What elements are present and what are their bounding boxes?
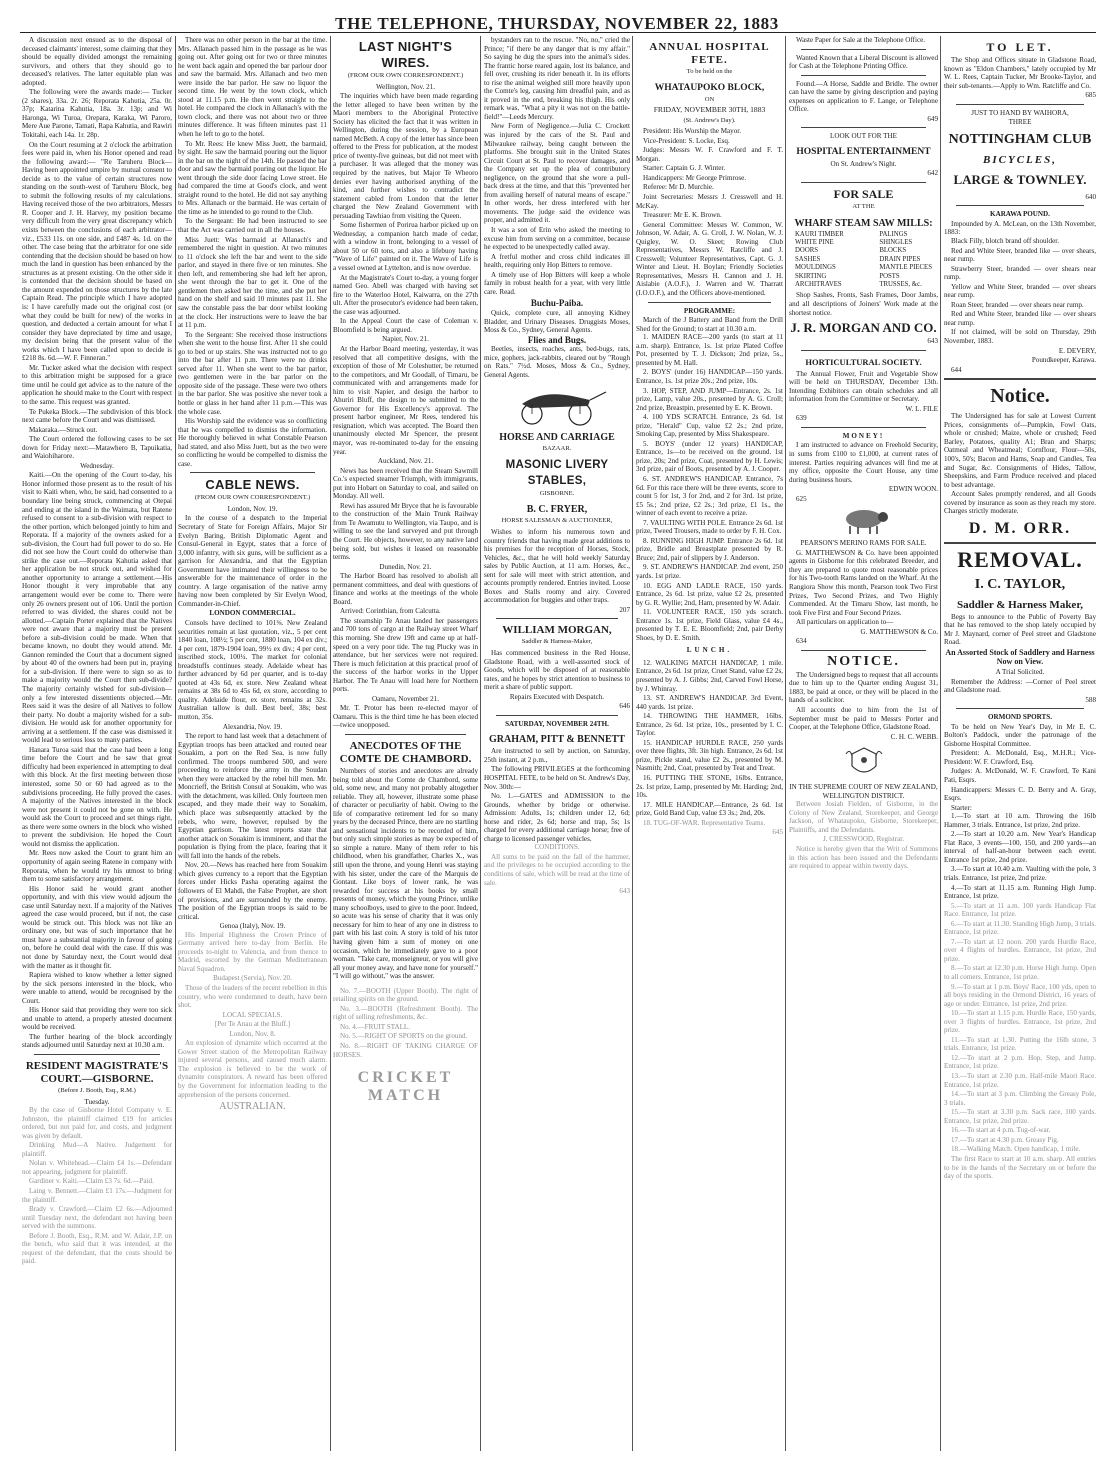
ad-number: 649 [927, 114, 938, 123]
dateline: Oamaru, November 21. [372, 694, 439, 703]
ram-illustration [836, 506, 892, 536]
section-rule [648, 302, 771, 303]
faded-subheading: [Per Te Anau at the Bluff.] [214, 1020, 291, 1029]
programme-item: 17. MILE HANDICAP.—Entrance, 2s 6d. 1st prize, Gold Band Cup, value £3 3s.; 2nd, 20s. [636, 800, 783, 818]
column-7 [944, 36, 1096, 1451]
article-paragraph: At the Harbor Board meeting, yesterday, it was resolved that all competitive designs, with the exception of those of Mr Coleshutter, be returned to the competitors, and Mr Goodall, of Timaru, be communicated with and arrangements made for him to visit Napier, and design the harbor to Ahuriri Bluff, the design to be submitted to the Governor for His Excellency's approval. The present harbor engineer, Mr Rees, tendered his resignation, which was accepted. The Board then unanimously elected Mr Spencer, the present mayor, was re-nominated to-day for the ensuing year. [333, 344, 478, 456]
section-heading: RESIDENT MAGISTRATE'S COURT.—GISBORNE. [25, 1059, 169, 1085]
timber-item: SHINGLES [879, 238, 913, 246]
faded-heading: AUSTRALIAN. [219, 1101, 286, 1113]
ad-number: 639 [796, 414, 807, 423]
ad-heading: Buchu-Paiba. [530, 298, 584, 309]
article-paragraph: The inquiries which have been made regarding the letter alleged to have been written by the Maori members to the Aboriginal Protective Society has elicited the fact that it was written in Wellington, during the session, by a European named McBeth. A copy of the letter has since been offered to the Press for publication, at the modest price of twenty-five guineas, but did not meet with a purchaser. It was alleged that the money was required by the natives, but Major Te Wheoro denies ever having authorised anything of the kind, and further wishes to contradict the statement cabled from London that the letter charged the New Zealand Government with persuading Tawhiao from visiting the Queen. [333, 92, 478, 220]
section-rule [801, 427, 926, 428]
section-rule [956, 205, 1084, 206]
programme-item: 16. PUTTING THE STONE, 16lbs. Entrance, 2s. 1st prize, Lamp, presented by Mr. Harding; 2nd, 10s. [636, 774, 783, 800]
ad-number: 207 [619, 605, 630, 614]
sports-event: The first Race to start at 10 a.m. sharp. All entries to be in the hands of the Secretary on or before the day of the sports. [944, 1154, 1096, 1181]
section-heading: LAST NIGHT'S WIRES. [358, 39, 453, 70]
dateline: Genoa (Italy), Nov. 19. [219, 922, 286, 931]
officer-line: Referee: Mr D. Murchie. [643, 183, 714, 192]
faded-heading: CONDITIONS. [534, 843, 580, 852]
ad-subheading: ON [704, 95, 715, 103]
article-paragraph: It was a son of Erin who asked the meeting to excuse him from serving on a committee, because he expected to be unexpectedly called away. [484, 226, 630, 252]
article-paragraph: Hanara Turoa said that the case had been a long time before the Court and he saw that great difficulty had been experienced in attempting to deal with this block. At the first meeting between those interested, some 50 or 60 had agreed as to the subdivisions proceeding. He fully proved the cases. A majority of the Natives interested in the block were not present it could not be gone on with. He would ask the Court to proceed and set things right, as there were some owners in the block who wished to prevent the subdivision. He hoped the Court would not dismiss the application. [22, 745, 172, 848]
section-heading: CABLE NEWS. [205, 477, 300, 493]
ad-paragraph: All particulars on application to— [796, 618, 894, 627]
section-subheading: (FROM OUR OWN CORRESPONDENT.) [347, 72, 464, 79]
masthead-rule [20, 32, 1096, 33]
timber-item: KAURI TIMBER [795, 230, 844, 238]
programme-item: 9. ST. ANDREW'S HANDICAP. 2nd event, 250 yards. 1st prize. [636, 563, 783, 580]
faded-paragraph: No. 5.—RIGHT OF SPORTS on the ground. [340, 1032, 468, 1041]
pound-item: Red and White Steer, branded like — over shears, near rump. [944, 246, 1096, 264]
ad-paragraph: Wishes to inform his numerous town and country friends that having made great additions to his premises for the reception of Horses, Stock, Vehicles, &c., that he will hold weekly Saturday sales by Public Auction, at 11 a.m. Horses, &c., sent for sale will meet with strict attention, and accounts promptly rendered. Entries invited. Loose Boxes and Stalls roomy and airy. Covered accommodation for buggies and other traps. [484, 527, 630, 605]
ad-number: 625 [796, 494, 807, 503]
officer-line: Judges: Messrs W. F. Crawford and F. T. Morgan. [636, 146, 783, 163]
ad-heading: B. C. FRYER, [526, 504, 588, 516]
dateline: Dunedin, Nov. 21. [379, 562, 432, 571]
column-divider [480, 36, 481, 1451]
timber-item: DRAIN PIPES [879, 255, 921, 263]
officer-line: Starter: Captain G. J. Winter. [643, 164, 726, 173]
ad-number: 640 [1085, 192, 1096, 201]
column-divider [330, 36, 331, 1451]
ad-paragraph: Starter: [951, 803, 972, 812]
section-rule [801, 650, 926, 651]
sports-event: 3.—To start at 10.40 a.m. Vaulting with the pole, 3 trials. Entrance, 1st prize, 2nd prize. [944, 865, 1096, 882]
ad-heading: NOTICE. [827, 653, 900, 669]
ad-paragraph: Found.—A Horse, Saddle and Bridle. The owner can have the same by giving description and paying expenses on application to F. Lange, or Telephone Office. [789, 79, 938, 114]
ad-paragraph: Wanted Known that a Liberal Discount is allowed for Cash at the Telephone Printing Office. [789, 53, 938, 71]
ad-subheading: FRIDAY, NOVEMBER 30TH, 1883 [653, 105, 766, 115]
ad-subheading: AT THE [852, 203, 875, 211]
ad-paragraph: Are instructed to sell by auction, on Saturday, 25th instant, at 2 p.m., [484, 747, 630, 764]
ad-heading: WHARF STEAM SAW MILLS: [794, 217, 933, 229]
faded-paragraph: An explosion of dynamite which occurred at the Gower Street station of the Metropolitan Railway injured several persons, and caused much alarm. The explosion is believed to be the work of dynamite conspirators. A reward has been offered by the Government for information leading to the apprehension of the persons concerned. [178, 1039, 327, 1099]
section-subheading: (FROM OUR OWN CORRESPONDENT.) [194, 494, 311, 502]
programme-item: 1. MAIDEN RACE—200 yards (to start at 11 a.m. sharp). Entrance, 1s. 1st prize Plated Coffee Pot, presented by T. J. Dickson; 2nd prize, 5s., presented by M. Hall. [636, 333, 783, 367]
ad-subheading: JUST TO HAND BY WAIHORA, [971, 108, 1069, 117]
section-rule [496, 618, 618, 619]
sports-event: 6.—To start at 11.30. Standing High Jump, 3 trials. Entrance, 1st prize. [944, 919, 1096, 937]
article-paragraph: Mr. Rees now asked the Court to grant him an opportunity of again seeing Ratene in company with Reporata, when he would try his utmost to bring them to some satisfactory arrangement. [22, 849, 172, 884]
ad-heading: D. M. ORR. [968, 519, 1072, 537]
article-paragraph: Numbers of stories and anecdotes are already being told about the Comte de Chambord, some old, some new, and many not probably altogether reliable. They all, however, illustrate some phase of character or peculiarity of habit. Owing to the life of comparative retirement led for so many years by the deceased Prince, there are no startling and sensational incidents to be recorded of him, but only such simple stories as may be expected of so simple a nature. Many of them refer to his childhood, when his grandfather, Charles X., was still upon the throne, and young Henri was staying with his sister, under the care of the Marquis de Gontaut. Like boys of lower rank, he was rewarded for success at his books by small presents of money, which the young Prince, unlike many schoolboys, used to give to the poor. Indeed, so acute was his sense of charity that it was only necessary for him to hear of any one in distress to part with his last coin. A story is told of his tutor having given him a sum of money on one occasion, which he immediately gave to a poor woman. "Take care, monseigneur, or you will give all your money away, and have none for yourself." "I will go without," was the answer. [333, 767, 478, 981]
ad-paragraph: Shop Sashes, Fronts, Sash Frames, Door Jambs, and all descriptions of Joiners' Work made at the shortest notice. [789, 291, 938, 317]
ad-number: 642 [927, 169, 938, 178]
article-paragraph: A timely use of Hop Bitters will keep a whole family in robust health for a year, with very little care. Read. [484, 270, 630, 296]
ad-signature: G. MATTHEWSON & Co. [860, 627, 938, 636]
ad-number: 645 [772, 828, 783, 837]
ad-paragraph: Waste Paper for Sale at the Telephone Office. [796, 36, 926, 44]
ad-subheading: (St. Andrew's Day). [683, 116, 736, 124]
article-paragraph: The report to hand last week that a detachment of Egyptian troops has been attacked and routed near Souakim, a port on the Red Sea, is now fully confirmed. The troops numbered 500, and were proceeding to reinforce the army in the Soudan when they were attacked by the rebel hill men. Mr. Moncrieff, the British Consul at Souakim, who was with the detachment, was killed. Only fourteen men escaped, and they made their way to Souakim, which place was subsequently attacked by the rebels, who were, however, repulsed by the Egyptian garrison. The latest reports state that another attack on Souakim is imminent, and that the population is flying from the place, fearing that it will fall into the hands of the rebels. [178, 732, 327, 860]
timber-item: BLOCKS [879, 247, 907, 255]
column-divider [785, 36, 786, 1451]
ad-heading: NOTTINGHAM CLUB [948, 131, 1092, 147]
sports-event: 17.—To start at 4.30 p.m. Greasy Pig. [951, 1135, 1059, 1144]
ad-heading: Flies and Bugs. [527, 334, 587, 345]
article-paragraph: A fretful mother and cross child indicates ill health, requiring only Hop Bitters to remove. [484, 252, 630, 270]
column-6 [789, 36, 938, 1451]
article-paragraph: A discussion next ensued as to the disposal of deceased claimants' interest, some claiming that they should be equally divided amongst the remaining survivors, and others that they should go to deceased's relatives. The latter equitable plan was adopted. [22, 36, 172, 87]
section-rule [801, 350, 926, 351]
ad-paragraph: President: A. McDonald, Esq., M.H.R.; Vice-President: W. F. Crawford, Esq. [944, 749, 1096, 766]
pound-item: Yellow and White Steer, branded — over shears near rump. [944, 282, 1096, 300]
officer-line: Handicappers: Mr George Primrose. [643, 173, 747, 182]
ad-heading: PEARSON'S MERINO RAMS FOR SALE. [800, 539, 927, 548]
ad-heading: WHATAUPOKO BLOCK, [654, 82, 765, 93]
article-paragraph: His Worship said the evidence was so conflicting that he was compelled to dismiss the information. He thoroughly believed in what Constable Pearson had stated, and also Miss Juett, but as the two were so conflicting he would be compelled to dismiss the case. [178, 417, 327, 468]
day-heading: Wednesday. [80, 461, 114, 470]
sports-event: 4.—To start at 11.15 a.m. Running High Jump. Entrance, 1st prize. [944, 883, 1096, 901]
ad-paragraph: Remember the Address: —Corner of Peel street and Gladstone road. [944, 677, 1096, 695]
faded-paragraph: No. 7.—BOOTH (Upper Booth). The right of retailing spirits on the ground. [333, 986, 478, 1004]
dateline: Auckland, Nov. 21. [377, 457, 434, 466]
article-paragraph: Rewi has assured Mr Bryce that he is favourable to the construction of the Main Trunk Railway from Te Awamutu to Wellington, via Taupo, and is willing to see the land surveyed and put through the Court. He objects, however, to any native land being sold, but wishes it leased on reasonable terms. [333, 501, 478, 562]
dateline: Napier, Nov. 21. [382, 335, 429, 344]
faded-paragraph: Notice is hereby given that the Writ of Summons in this action has been issued and the Defendants are required to appear within twenty days. [789, 845, 938, 871]
faded-paragraph: Gardiner v. Kaiti.—Claim £3 7s. 6d.—Paid. [29, 1177, 154, 1186]
court-heading: IN THE SUPREME COURT OF NEW ZEALAND, WELLINGTON DISTRICT. [789, 783, 938, 800]
article-paragraph: Mr. Tucker asked what the decision with respect to this arbitration might be supposed for a grace time until he could get advice as to the nature of the application he should make to the Court with respect to the same. This request was granted. [22, 363, 172, 406]
ad-signature: EDWIN WOON. [888, 485, 938, 494]
programme-item: 7. VAULTING WITH POLE. Entrance 2s 6d. 1st prize, Tweed Trousers, made to order by F. H. Cox. [636, 518, 783, 536]
article-paragraph: The further hearing of the block accordingly stands adjourned until Saturday next at 10.30 a.m. [22, 1032, 172, 1050]
ad-heading: LARGE & TOWNLEY. [953, 171, 1087, 187]
article-paragraph: bystanders ran to the rescue. "No, no," cried the Prince; "if there be any danger that is my affair." So saying he dug the spurs into the animal's sides. The frantic horse reared again, lost its balance, and fell over, crushing its rider beneath it. In its efforts to rise the animal weighed still more heavily upon the Comte's leg, causing him dreadful pain, and as it proved in the end, breaking his thigh. His only remark was, "What a pity it was not on the battle-field!"—Leeds Mercury. [484, 36, 630, 121]
faded-paragraph: All sums to be paid on the fall of the hammer, and the privileges to be occupied according to the conditions of sale, which will be read at the time of sale. [484, 852, 630, 887]
section-rule [801, 75, 926, 76]
pound-item: Roan Steer, branded — over shears near rump. [951, 300, 1084, 309]
article-paragraph: In the course of a despatch to the Imperial Secretary of State for Foreign Affairs, Major Sir Evelyn Baring, British Diplomatic Agent and Consul-General in Egypt, states that a force of 3,000 infantry, with six guns, will be sufficient as a garrison for Alexandria, and that the Egyptian Government have intimated their willingness to be answerable for the maintenance of order in the country. A large organisation of the native army having now been completed by Sir Evelyn Wood, Commander-in-Chief. [178, 514, 327, 608]
dateline: Alexandria, Nov. 19. [222, 722, 283, 731]
article-paragraph: The Harbor Board has resolved to abolish all permanent committees, and deal with questions of finance and works at the meetings of the whole Board. [333, 572, 478, 606]
ad-paragraph: Quick, complete cure, all annoying Kidney Bladder, and Urinary Diseases. Druggists Moses, Moss & Co., Sydney, General Agents. [484, 308, 630, 335]
ad-subheading: To be held on the [686, 68, 733, 75]
sports-event: 1.—To start at 10 a.m. Throwing the 16lb Hammer, 3 trials. Entrance, 1st prize, 2nd prize. [944, 812, 1096, 829]
column-1 [22, 36, 172, 1451]
timber-item: POSTS [879, 272, 900, 280]
section-rule [34, 1054, 160, 1055]
masthead-title: THE TELEPHONE, THURSDAY, NOVEMBER 22, 1883 [335, 14, 779, 33]
sports-event: 10.—To start at 1.15 p.m. Hurdle Race, 150 yards, over 3 flights of hurdles. Entrance, 1st prize, 2nd prize. [944, 1009, 1096, 1035]
ad-heading: Notice. [990, 385, 1050, 408]
programme-item: 14. THROWING THE HAMMER, 16lbs. Entrance, 2s 6d. 1st prize, 10s., presented by I. C. Taylor. [636, 712, 783, 738]
ad-heading: SATURDAY, NOVEMBER 24TH. [505, 719, 609, 728]
sports-event: 12.—To start at 2 p.m. Hop, Step, and Jump. Entrance, 1st prize. [944, 1053, 1096, 1071]
ad-subheading: BAZAAR. [542, 445, 572, 453]
section-rule [190, 472, 315, 473]
article-paragraph: New Form of Negligence.—Julia C. Crockett was injured by the cars of the St. Paul and Milwaukee railway, being caught between the platforms. She brought suit in the United States Circuit Court at St. Paul to recover damages, and the Company set up the plea of contributory negligence, on the ground that she wore a pull-back dress at the time, and that this "prevented her from availing herself of natural means of escape." In other words, her dress interfered with her movements. The judge said the evidence was proper, and admitted it. [484, 122, 630, 225]
sports-event: 11.—To start at 1.30. Putting the 16lb stone, 3 trials. Entrance, 1st prize. [944, 1035, 1096, 1053]
ad-paragraph: The Undersigned begs to request that all accounts due to him up to the Quarter ending August 31, 1883, be paid at once, or they will be placed in the hands of a solicitor. [789, 670, 938, 705]
timber-item: MOULDINGS [795, 264, 836, 272]
faded-paragraph: Drinking Mud—A Native. Judgement for plaintiff. [22, 1141, 172, 1158]
section-rule [801, 49, 926, 50]
ad-subheading: LOOK OUT FOR THE [830, 132, 897, 141]
pound-item: Black Filly, blotch brand off shoulder. [951, 237, 1059, 246]
ad-paragraph: No. 1.—GATES and ADMISSION to the Grounds, whether by bridge or otherwise. Admission: Adults, 1s; children under 12, 6d; horse and rider, 2s 6d; horse and trap, 5s; 1s charged for every additional carriage horse; free of charge to licensed passenger vehicles. [484, 792, 630, 843]
sports-event: 13.—To start at 2.30 p.m. Half-mile Maori Race. Entrance, 1st prize. [944, 1072, 1096, 1089]
faded-heading: LOCAL SPECIALS. [222, 1010, 283, 1019]
faded-dateline: Budapest (Servia), Nov. 20. [213, 974, 292, 983]
ad-number: 643 [619, 887, 630, 896]
article-paragraph: Consols have declined to 101⅜. New Zealand securities remain at last quotation, viz., 5 per cent 1840 loan, 108½; 5 per cent, 1880 loan, 104 ex div.; 4 per cent, 1879-1904 loan, 99½ ex div.; 4 per cent, inscribed stock, 100¼. The market for colonial breadstuffs continues steady. Adelaide wheat has further advanced by 6d per quarter, and is to-day quoted at 43s 6d, ex store. New Zealand wheat remains at 38s 6d to 45s 6d, ex store, according to quality. Adelaide flour, ex store, remains at 32s. Australian tallow is dull. Best beef, 38s; best mutton, 35s. [178, 619, 327, 722]
programme-item: 18. TUG-OF-WAR. Representative Teams. [643, 818, 766, 827]
article-paragraph: The following were the awards made:— Tucker (2 shares), 33a. 2r. 26; Reporata Kahutia, 25a. 0r. 37p; Katarina Kahutia, 18a. 3r. 13p; and Wi Haronga, Wi Turoa, Orepara, Karaka, Wi Paroro, Mere Aue Parone, Tamati, Rapa Kahutia, and Rawiri Tokitahi, each 14a. 1r. 28p. [22, 88, 172, 140]
column-divider [175, 36, 176, 1451]
sports-event: 7.—To start at 12 noon. 200 yards Hurdle Race, over 4 flights of hurdles. Entrance, 1st prize, 2nd prize. [944, 937, 1096, 963]
sports-event: 18.—Walking Match. Open handicap, 1 mile. [951, 1145, 1081, 1154]
ad-paragraph: Judges: A. McDonald, W. F. Crawford, Te Kani Pati, Esqrs. [944, 767, 1096, 784]
ad-subheading: Saddler & Harness-Maker, [521, 638, 593, 646]
ad-heading: BICYCLES, [983, 153, 1057, 166]
article-paragraph: Nov. 20.—News has reached here from Souakim which gives currency to a report that the Egyptian forces under Hicks Pasha operating against the followers of El Mahdi, the False Prophet, are short of provisions, and are surrounded by the enemy. The position of the Egyptian troops is said to be critical. [178, 861, 327, 921]
programme-intro: March of the J Battery and Band from the Drill Shed for the Ground; to start at 10.30 a.m. [636, 316, 783, 333]
programme-item: 6. ST. ANDREW'S HANDICAP. Entrance, 7s 6d. For this race there will be three events, score to count 5 for 1st, 3 for 2nd, and 2 for 3rd. 1st prize, £5 5s.; 2nd prize, £2 2s.; 3rd prize, £1 1s., the winner of each event to receive a prize. [636, 474, 783, 518]
ad-number: 643 [927, 337, 938, 346]
ad-paragraph: If not claimed, will be sold on Thursday, 29th November, 1883. [944, 328, 1096, 346]
ad-heading: ORMOND SPORTS. [988, 713, 1052, 722]
timber-list [789, 231, 938, 290]
article-paragraph: Arrived: Corinthian, from Calcutta. [340, 607, 441, 616]
ad-paragraph: Begs to announce to the Public of Poverty Bay that he has removed to the shop lately occupied by Mr J. Maynard, corner of Peel street and Gladstone Road. [944, 612, 1096, 647]
ad-subheading: On St. Andrew's Night. [830, 159, 897, 168]
section-subheading: (Before J. Booth, Esq., R.M.) [58, 1086, 136, 1094]
programme-item: 11. VOLUNTEER RACE, 150 yds scratch. Entrance 1s. 1st prize, Field Glass, value £4 4s., presented by T. E. E. Bloomfield; 2nd, pair Derby Shoes, by D. E. Smith. [636, 608, 783, 642]
article-paragraph: Kaiti.—On the opening of the Court to-day, his Honor informed those present as to the result of his visit to Kaiti when, who, he said, had consented to a boundary line being struck, commencing at Otepai and ending at the island in the Waimata, but Ratene refused to consent to a sub-division with respect to the other portion, which belonged jointly to him and Reporata. If a majority of the owners asked for a sub-division, the Court had full power to do so. He did not see how the Court could do otherwise than strike the case out.—Reporata Kahutia asked that her application be not struck out, and wished for another opportunity to arrange a settlement.—His Honor thought it very improbable that any arrangement would ever be come to. There were only 26 owners present out of 106. Until the portion referred to was divided, the shares could not be allotted.—Captain Porter explained that the Natives were not aware that a majority must be present before a sub-division could be made. When that became known, no doubt they would attend. Mr. Gannon reminded the Court that a document signed by about 40 of the owners had been put in, praying for a sub-division. If there were to sign so as to make a majority would the Court then sub-divide? The majority certainly wished for sub-division—only a few interested dissentients objected.—Mr. Rees said it was the desire of all Natives to follow their party. No doubt a majority wished for a sub-division. He would ask for another opportunity for arriving at a settlement. If the case was dismissed it would lead to serious loss to many parties. [22, 471, 172, 745]
ad-heading: Saddler & Harness Maker, [957, 598, 1083, 611]
programme-item: 5. BOYS' (under 12 years) HANDICAP, Entrance, 1s—to be received on the ground. 1st prize, 20s; 2nd prize, Coat, presented by H. Lewis; 3rd prize, pair of Boots, presented by A. J. Cooper. [636, 439, 783, 474]
programme-item: 15. HANDICAP HURDLE RACE, 250 yards over three flights, 3ft. 3in high. Entrance, 2s 6d. 1st prize, Pickle stand, value £2 2s., presented by M. Nasmith; 2nd, Coat, presented by Teat and Treat. [636, 738, 783, 773]
ad-signature: E. DEVERY, [1058, 346, 1096, 355]
faded-dateline: London, Nov. 8. [229, 1029, 276, 1038]
sports-event: 8.—To start at 12.30 p.m. Horse High Jump. Open to all comers. Entrance, 1st prize. [944, 964, 1096, 982]
article-paragraph: Mr. T. Protor has been re-elected mayor of Oamaru. This is the third time he has been elected—twice unopposed. [333, 704, 478, 730]
section-subheading: LONDON COMMERCIAL. [209, 609, 296, 618]
faded-paragraph: Brady v. Crawford.—Claim £2 6s.—Adjourned until Tuesday next, the defendant not having been served with the summons. [22, 1205, 172, 1231]
ad-heading: WILLIAM MORGAN, [502, 624, 612, 637]
article-paragraph: To the Sergeant: She received those instructions when she went to the house first. After 11 she could go to bed or up stairs. She was instructed not to go into the bar after 11 p.m. There were no drinks served after 11. When she went to the bar parlor, two gentlemen were in the bar parlor on the opposite side of the passage. These were two others in the bar parlor. She was positive she never took a bottle or glass in her hand after 11 p.m.—This was the whole case. [178, 330, 327, 416]
article-paragraph: Makaraka.—Struck out. [29, 425, 98, 434]
sports-event: 9.—To start at 1 p.m. Boys' Race, 100 yds, open to all boys residing in the Ormond District, 16 years of age or under. Entrance, 1st prize, 2nd prize. [944, 982, 1096, 1008]
pound-item: Red and White Steer, branded like — over shears near rump. [944, 310, 1096, 327]
ad-number: 685 [1085, 91, 1096, 100]
ad-heading: An Assorted Stock of Saddlery and Harness Now on View. [945, 647, 1095, 667]
ad-heading: HORTICULTURAL SOCIETY. [805, 356, 922, 367]
ad-heading: TO LET. [986, 40, 1054, 54]
faded-paragraph: No. 8.—RIGHT OF TAKING CHARGE OF HORSES. [333, 1041, 478, 1059]
faded-paragraph: Before J. Booth, Esq., R.M. and W. Adair, J.P. on the bench, who said that it was intended, at the request of the defendant, that the costs should be paid. [22, 1231, 172, 1266]
ad-heading: FOR SALE [833, 187, 894, 202]
timber-item: TRUSSES, &c. [879, 281, 922, 288]
sports-event: 14.—To start at 3 p.m. Climbing the Greasy Pole, 3 trials. [944, 1090, 1096, 1107]
ad-heading: MASONIC LIVERY STABLES, [505, 458, 609, 487]
timber-item: PALINGS [879, 230, 908, 238]
ad-paragraph: Impounded by A. McLean, on the 13th November, 1883: [944, 219, 1096, 237]
timber-item: SKIRTING [795, 272, 827, 280]
dateline: London, Nov. 19. [227, 504, 278, 513]
article-paragraph: The steamship Te Anau landed her passengers and 700 tons of cargo at the Railway street Wharf this morning. She drew 19ft and came up at half-speed on a very poor tide. The tug Plucky was in attendance, but her services were not required. There is much felicitation at this practical proof of the success of the harbor works in the Upper Harbor. The Te Anau will load here for Northern ports. [333, 616, 478, 694]
article-paragraph: On the Court resuming at 2 o'clock the arbitration fees were paid in, when his Honor opened and read the following award:— "Re Taruheru Block—Having been appointed umpire by mutual consent to decide as to the value of certain structures now standing on the south-west of Taruheru Block, beg to submit the following results of my calculations. Having received those of the two arbitrators, Messrs R. Cooper and J. H. Harvey, my position became very difficult from the very great discrepancy which exists between the conclusions of each arbitrator—viz., £533 11s. on one side, and £487 4s. 1d. on the other. The case being that the arbitrator for one side contending that the decision should be based on how much the land in question has been enhanced by the structures as at present existing. On the other side it is contended that the decision should be based on the amount expended on those structures by the late Captain Read. The principle which I have adopted is: I have carefully made out the original cost (or what they could be built for new) of the works in question, and deducted a certain amount for what I consider they have depreciated by time and usage, my decision being that the present value of the works which I have been called upon to decide is £218 8s. 6d.—W. F. Finneran." [22, 140, 172, 363]
column-divider [940, 36, 941, 1451]
ad-paragraph: I am instructed to advance on Freehold Security, in sums from £100 to £1,000, at current rates of interest. Parties requiring advances will find me at my office, opposite the Court House, any time during business hours. [789, 441, 938, 484]
programme-item: 8. RUNNING HIGH JUMP. Entrance 2s 6d. 1st prize, Bridle and Breastplate presented by R. Bruce; 2nd, pair of slippers by J. Anderson. [636, 536, 783, 562]
officer-line: Joint Secretaries: Messrs J. Cresswell and H. McKay. [636, 193, 783, 210]
ad-paragraph: The Shop and Offices situate in Gladstone Road, known as "Eldon Chambers," lately occupied by Mr W. L. Rees, Captain Tucker, Mr Brooke-Taylor, and their sub-tenants.—Apply to Wm. Ratcliffe and Co. [944, 56, 1096, 90]
faded-paragraph: J. CRESSWOOD, Registrar. [823, 835, 904, 844]
article-paragraph: To the Sergeant: He had been instructed to see that the Act was carried out in all the houses. [178, 217, 327, 235]
ad-heading: MONEY! [842, 431, 885, 440]
section-rule [801, 182, 926, 183]
ad-paragraph: The Annual Flower, Fruit and Vegetable Show will be held on THURSDAY, December 13th. Intending Exhibitors can obtain schedules and all information from the Committee or Secretary. [789, 369, 938, 404]
officer-line: Treasurer: Mr E. K. Brown. [643, 211, 722, 220]
ad-signature: Poundkeeper, Karawa. [1031, 356, 1096, 365]
timber-item: SASHES [795, 255, 821, 263]
section-rule [956, 104, 1084, 105]
ad-subheading: GISBORNE. [539, 489, 575, 497]
ad-number: 588 [1085, 695, 1096, 704]
section-rule [956, 708, 1084, 709]
ad-paragraph: All accounts due to him from the 1st of September must be paid to Messrs Porter and Cooper, at the Telephone Office, Gladstone Road. [789, 706, 938, 732]
article-paragraph: Miss Juett: Was barmaid at Allanach's and remembered the night in question. At two minutes to 11 o'clock she left the bar and went to the side parlor, and stayed in there five or ten minutes. She then left, and remembering she had left her apron, she went through the bar to get it. One of the gentlemen then asked her the time, and she put her hand on the shelf and said 10 minutes past 11. She saw the constable pass the bar door whilst looking at the clock. Her instructions were to leave the bar at 11 p.m. [178, 235, 327, 330]
section-rule [944, 378, 1096, 380]
programme-item: 2. BOYS' (under 16) HANDICAP—150 yards. Entrance, 1s. 1st prize 20s.; 2nd prize, 10s. [636, 368, 783, 385]
column-4 [484, 36, 630, 1451]
dateline: Wellington, Nov. 21. [375, 82, 436, 91]
section-rule [801, 127, 926, 128]
sports-event: 2.—To start at 10.20 a.m. New Year's Handicap Flat Race, 3 events—100, 150, and 200 yards—an interval of half-an-hour between each event. Entrance 1st prize, 2nd prize. [944, 830, 1096, 864]
faded-heading: CRICKET MATCH [357, 1069, 454, 1105]
timber-item: DOORS [795, 247, 819, 255]
section-rule [345, 734, 466, 735]
lunch-heading: LUNCH. [686, 646, 733, 655]
faded-paragraph: Between Josiah Fielden, of Gisborne, in the Colony of New Zealand, Storekeeper, and George Jackson, of Whataupoko, Gisborne, Storekeeper, Plaintiffs, and the Defendants. [789, 800, 938, 834]
ad-paragraph: To be held on New Year's Day, in Mr E. C. Bolton's Paddock, under the patronage of the Gisborne Hospital Committee. [944, 722, 1096, 748]
carriage-illustration [502, 382, 612, 426]
column-2 [178, 36, 327, 1451]
programme-item: 3. HOP, STEP, AND JUMP—Entrance, 2s. 1st prize, Lamp, value 20s., presented by A. G. Croll; 2nd prize, Breastpin, presented by E. K. Brown. [636, 386, 783, 412]
ad-number: 646 [619, 702, 630, 711]
sports-event: 15.—To start at 3.30 p.m. Sack race, 100 yards. Entrance, 1st prize, 2nd prize. [944, 1108, 1096, 1125]
crest-illustration [842, 744, 886, 780]
programme-heading: PROGRAMME: [683, 306, 736, 315]
ad-heading: J. R. MORGAN AND CO. [790, 320, 937, 336]
timber-item: WHITE PINE [795, 238, 834, 246]
ad-subheading: HORSE SALESMAN & AUCTIONEER, [501, 517, 613, 525]
ad-heading: REMOVAL. [957, 546, 1083, 572]
officer-line: President: His Worship the Mayor. [643, 127, 742, 136]
ad-heading: GRAHAM, PITT & BENNETT [489, 734, 625, 746]
article-paragraph: His Honor said that providing they were too sick and unable to attend, a properly attested document would be received. [22, 1006, 172, 1032]
ad-heading: HOSPITAL ENTERTAINMENT [796, 146, 931, 157]
section-heading: ANECDOTES OF THE COMTE DE CHAMBORD. [339, 740, 472, 766]
faded-paragraph: Those of the leaders of the recent rebellion in this country, who were condemned to death, have been shot. [178, 983, 327, 1010]
ad-paragraph: G. MATTHEWSON & Co. have been appointed agents in Gisborne for this celebrated Breeder, and they are prepared to quote most reasonable prices for his Two-tooth Rams landed on the Wharf. At the Rangiora Show this month, Pearson took Two First Prizes, Two Second Prizes, and Two Highly Commended. At the Timaru Show, last month, he took Five First and Four Second Prizes. [789, 548, 938, 617]
article-paragraph: Rapiera wished to know whether a letter signed by the sick persons interested in the block, who were unable to attend, would be recognised by the Court. [22, 971, 172, 1005]
article-paragraph: In the Appeal Court the case of Coleman v. Bloomfield is being argued. [333, 317, 478, 334]
section-rule [944, 542, 1096, 544]
timber-item: MANTLE PIECES [879, 264, 932, 272]
pound-item: Strawberry Steer, branded — over shears near rump. [944, 264, 1096, 282]
article-paragraph: His Honor said he would grant another opportunity, and with this view would adjourn the case until Saturday next. If a majority of the Natives agreed the case would proceed, but if not, the case would be struck out. This block was not like an ordinary one, but was of such importance that he must have a substantial majority in favour of going on, before he could deal with the case. If this was not done by Saturday next, the Court would deal with the matter as it thought fit. [22, 884, 172, 970]
column-divider [632, 36, 633, 1451]
ad-paragraph: Account Sales promptly rendered, and all Goods covered by insurance as soon as they reach my store. Charges strictly moderate. [944, 490, 1096, 516]
faded-paragraph: His Imperial Highness the Crown Prince of Germany arrived here to-day from Berlin. He proceeds to-night to Valencia, and from thence to Madrid, escorted by the German Mediterranean Naval Squadron. [178, 930, 327, 973]
ad-number: 644 [951, 365, 962, 374]
column-3 [333, 36, 478, 1451]
article-paragraph: News has been received that the Steam Sawmill Co.'s expected steamer Triumph, with immigrants, put into Hobart on Saturday to coal, and sailed on Monday. All well. [333, 466, 478, 501]
ad-signature: C. H. C. WEBB. [890, 732, 938, 741]
article-paragraph: To Mr. Rees: He knew Miss Juett, the barmaid, by sight. He saw the barmaid pouring out the liquor in the bar on the night of the 14th. He passed the bar door and saw the barmaid pouring out the liquor. He went through the side door facing Lowe street. He had compared the time at Good's clock, and went straight round to the hotel. He did not say anything to Mrs. Allanach or the barmaid. He was certain of the time as he intended to go round to the Club. [178, 139, 327, 216]
article-paragraph: The Court ordered the following cases to be set down for Friday next:—Matawhero B, Tapuikatia, and Waiohiharore. [22, 435, 172, 461]
article-paragraph: There was no other person in the bar at the time. Mrs. Allanach passed him in the passage as he was going out. After going out for two or three minutes he went back again and opened the bar parlour door and saw the barmaid. Mrs. Allanach and two men were inside the bar parlor. He saw no liquor the second time. He went by the town clock, which stood at 11.15 p.m. He then went straight to the hotel. He compared the clock in Allanach's with the town clock, and there was not about two or three minutes difference. It was fifteen minutes past 11 when he left to go to the hotel. [178, 36, 327, 139]
programme-item: 4. 100 YDS SCRATCH. Entrance, 2s 6d. 1st prize, "Herald" Cup, value £2 2s.; 2nd prize, Smoking Cap, presented by Miss Shakespeare. [636, 413, 783, 439]
programme-item: 10. EGG AND LADLE RACE, 150 yards. Entrance, 2s 6d. 1st prize, value £2 2s, presented by G. R. Wyllie; 2nd, Ham, presented by W. Adair. [636, 581, 783, 607]
ad-heading: KARAWA POUND. [990, 210, 1050, 219]
ad-paragraph: Handicappers: Messrs C. D. Berry and A. Gray, Esqrs. [944, 785, 1096, 803]
ad-number: 634 [796, 637, 807, 646]
faded-paragraph: By the case of Gisborne Hotel Company v. E. Johnston, the plaintiff claimed £19 for articles ordered, but not paid for, and costs, and judgment was given by default. [22, 1106, 172, 1140]
sports-event: 5.—To start at 11 a.m. 100 yards Handicap Flat Race. Entrance, 1st prize. [944, 901, 1096, 919]
ad-subheading: THREE [1008, 118, 1032, 127]
faded-paragraph: No. 3.—BOOTH (Refreshment Booth). The right of selling refreshments, &c. [333, 1004, 478, 1022]
faded-paragraph: Laing v. Bennett.—Claim £1 17s.—Judgment for the plaintiff. [22, 1187, 172, 1204]
ad-paragraph: A Trial Solicited. [995, 667, 1045, 676]
officer-line: Vice-President: S. Locke, Esq. [643, 136, 730, 145]
faded-paragraph: No. 4.—FRUIT STALL. [340, 1022, 411, 1031]
ad-paragraph: The following PRIVILEGES at the forthcoming HOSPITAL FETE, to be held on St. Andrew's Day, Nov. 30th:— [484, 765, 630, 791]
day-heading: Tuesday. [84, 1097, 110, 1106]
ad-heading: HORSE AND CARRIAGE [499, 432, 615, 444]
programme-item: 13. ST. ANDREW'S HANDICAP. 3rd Event, 440 yards. 1st prize. [636, 694, 783, 711]
column-5 [636, 36, 783, 1451]
section-rule [496, 715, 618, 716]
ad-heading: ANNUAL HOSPITAL FETE. [649, 41, 770, 66]
article-paragraph: At the Magistrate's Court to-day, a young forger named Geo. Abell was charged with having set fire to the Waterloo Hotel, Kaiwarra, on the 27th ult. After the prosecutor's evidence had been taken, the case was adjourned. [333, 273, 478, 316]
faded-paragraph: Nolan v. Whitehead.—Claim £4 1s.—Defendant not appearing, judgment for plaintiff. [22, 1159, 172, 1176]
ad-heading: I. C. TAYLOR, [974, 576, 1066, 592]
ad-signature: W. L. FILE [905, 404, 938, 413]
ad-paragraph: Beetles, insects, roaches, ants, bed-bugs, rats, mice, gophers, jack-rabbits, cleared out by "Rough on Rats." 7½d. Moses, Moss & Co., Sydney, General Agents. [484, 345, 630, 379]
article-paragraph: Te Pukeka Block.—The subdivision of this block next came before the Court and was dismissed. [22, 407, 172, 425]
sports-event: 16.—To start at 4 p.m. Tug-of-war. [951, 1126, 1051, 1135]
ad-paragraph: Repairs Executed with Despatch. [509, 692, 605, 701]
timber-item: ARCHITRAVES [795, 281, 842, 288]
ad-paragraph: Has commenced business in the Red House, Gladstone Road, with a well-assorted stock of Goods, which will be disposed of at reasonable rates, and he hopes by strict attention to business to merit a share of public support. [484, 648, 630, 692]
programme-item: 12. WALKING MATCH HANDICAP, 1 mile. Entrance, 2s 6d. 1st prize, Cruet Stand, value £2 2s, presented by A. J. Gibbs; 2nd, Carved Fowl Horse, by J. Whinray. [636, 658, 783, 693]
article-paragraph: Some fishermen of Porirua harbor picked up on Wednesday, a companion hatch made of cedar, with a window in front, belonging to a vessel of about 50 or 60 tons, and also a lifebuoy having "Wave of Life" painted on it. The Wave of Life is a vessel owned at Lyttelton, and is now overdue. [333, 221, 478, 273]
officer-line: General Committee: Messrs W. Common, W. Johnson, W. Adair, A. G. Croll, J. W. Nolan, W. J. Quigley, W. O. Skeet; Rowing Club Representatives, Messrs W. Ratcliffe and J. Cresswell; Volunteer Representatives, Capt. G. J. Winter and Lieut. H. Boylan; Friendly Societies Representatives, Messrs H. Cannon and J. H. Aislabie (A.O.F.), J. Warren and W. Tharratt (I.O.O.F.), and the Officers above-mentioned. [636, 220, 783, 298]
ad-paragraph: The Undersigned has for sale at Lowest Current Prices, consignments of—Pumpkin, Fowl Oats, whole or crushed; Maize, whole or crushed; Feed Barley, Potatoes, quality A1; Bran and Sharps; Oatmeal and Wheatmeal; Cornflour, Flour—50s, 100's, 50's; Bacon and Hams, Soap and Candles, Tea and Sugar, &c. Consignments of Hides, Tallow, Sheepskins, and Farm Produce received and placed to best advantage. [944, 412, 1096, 489]
